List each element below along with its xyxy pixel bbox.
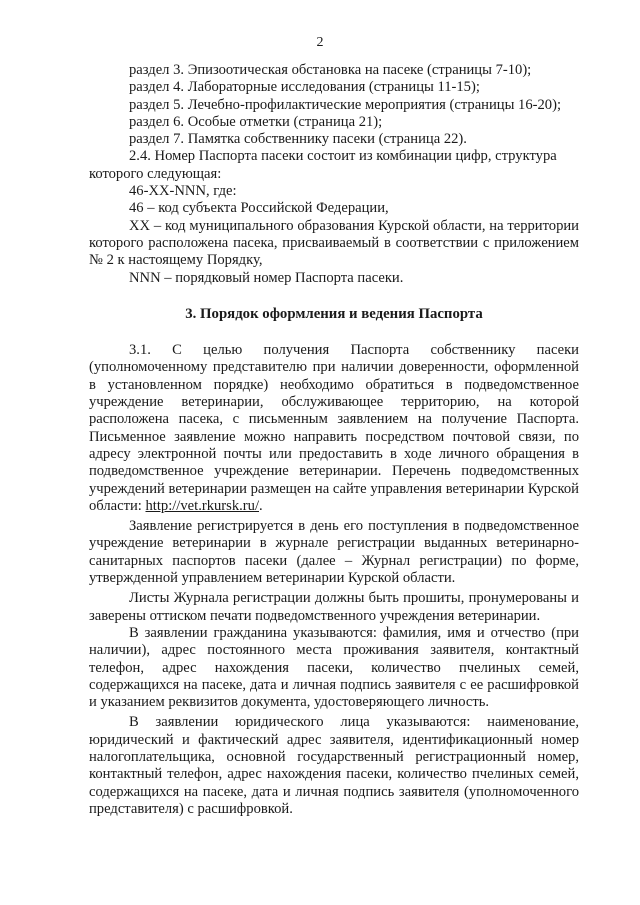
paragraph-3-1-end: . [259,497,263,514]
paragraph-registration: Заявление регистрируется в день его поступления в подведомственное учреждение ветеринарии в журнале регистрации выданных ветеринарно-санитарных паспортов пасеки (далее – Журнал регистрации) по форме, утвержденной управлением ветеринарии Курской области. [89,518,579,587]
list-item-section-4: раздел 4. Лабораторные исследования (страницы 11-15); [129,79,480,96]
code-nnn-definition: NNN – порядковый номер Паспорта пасеки. [129,269,404,286]
document-body [89,62,579,818]
number-format: 46-XX-NNN, где: [129,183,237,200]
paragraph-citizen-application: В заявлении гражданина указываются: фамилия, имя и отчество (при наличии), адрес постоянного места проживания заявителя, контактный телефон, адрес нахождения пасеки, количество пчелиных семей, содержащихся на пасеке, дата и личная подпись заявителя с ее расшифровкой и указанием реквизитов документа, удостоверяющего личность. [89,624,579,711]
code-46-definition: 46 – код субъекта Российской Федерации, [129,200,389,217]
page-number: 2 [316,35,324,50]
vet-website-link[interactable]: http://vet.rkursk.ru/ [145,497,259,514]
paragraph-journal-sheets: Листы Журнала регистрации должны быть прошиты, пронумерованы и заверены оттиском печати подведомственного учреждения ветеринарии. [89,590,579,624]
code-xx-definition: XX – код муниципального образования Курской области, на территории которого расположена пасека, присваиваемый в соответствии с приложением № 2 к настоящему Порядку, [89,217,579,269]
paragraph-legal-entity-application: В заявлении юридического лица указываются: наименование, юридический и фактический адрес заявителя, идентификационный номер налогоплательщика, основной государственный регистрационный номер, контактный телефон, адрес нахождения пасеки, количество пчелиных семей, содержащихся на пасеке, дата и личная подпись заявителя (уполномоченного представителя) с расшифровкой. [89,714,579,817]
list-item-section-6: раздел 6. Особые отметки (страница 21); [129,113,383,130]
paragraph-2-4-rest: которого следующая: [89,165,222,182]
paragraph-3-1-text: 3.1. С целью получения Паспорта собственнику пасеки (уполномоченному представителю при наличии доверенности, оформленной в установленном порядке) необходимо обратиться в подведомственное учреждение ветеринарии, обслуживающее территорию, на которой расположена пасека, с письменным заявлением на получение Паспорта. Письменное заявление можно направить посредством почтовой связи, по адресу электронной почты или предоставить в ходе личного обращения в подведомственное учреждение ветеринарии. Перечень подведомственных учреждений ветеринарии размещен на сайте управления ветеринарии Курской области: [89,342,579,514]
list-item-section-7: раздел 7. Памятка собственнику пасеки (страница 22). [129,131,467,148]
list-item-section-3: раздел 3. Эпизоотическая обстановка на пасеке (страницы 7-10); [129,62,532,78]
paragraph-3-1 [89,342,579,515]
list-item-section-5: раздел 5. Лечебно-профилактические мероприятия (страницы 16-20); [129,96,562,113]
paragraph-2-4-first-line: 2.4. Номер Паспорта пасеки состоит из комбинации цифр, структура [129,148,557,165]
paragraph-2-4 [89,148,579,183]
section-3-heading: 3. Порядок оформления и ведения Паспорта [185,305,483,322]
